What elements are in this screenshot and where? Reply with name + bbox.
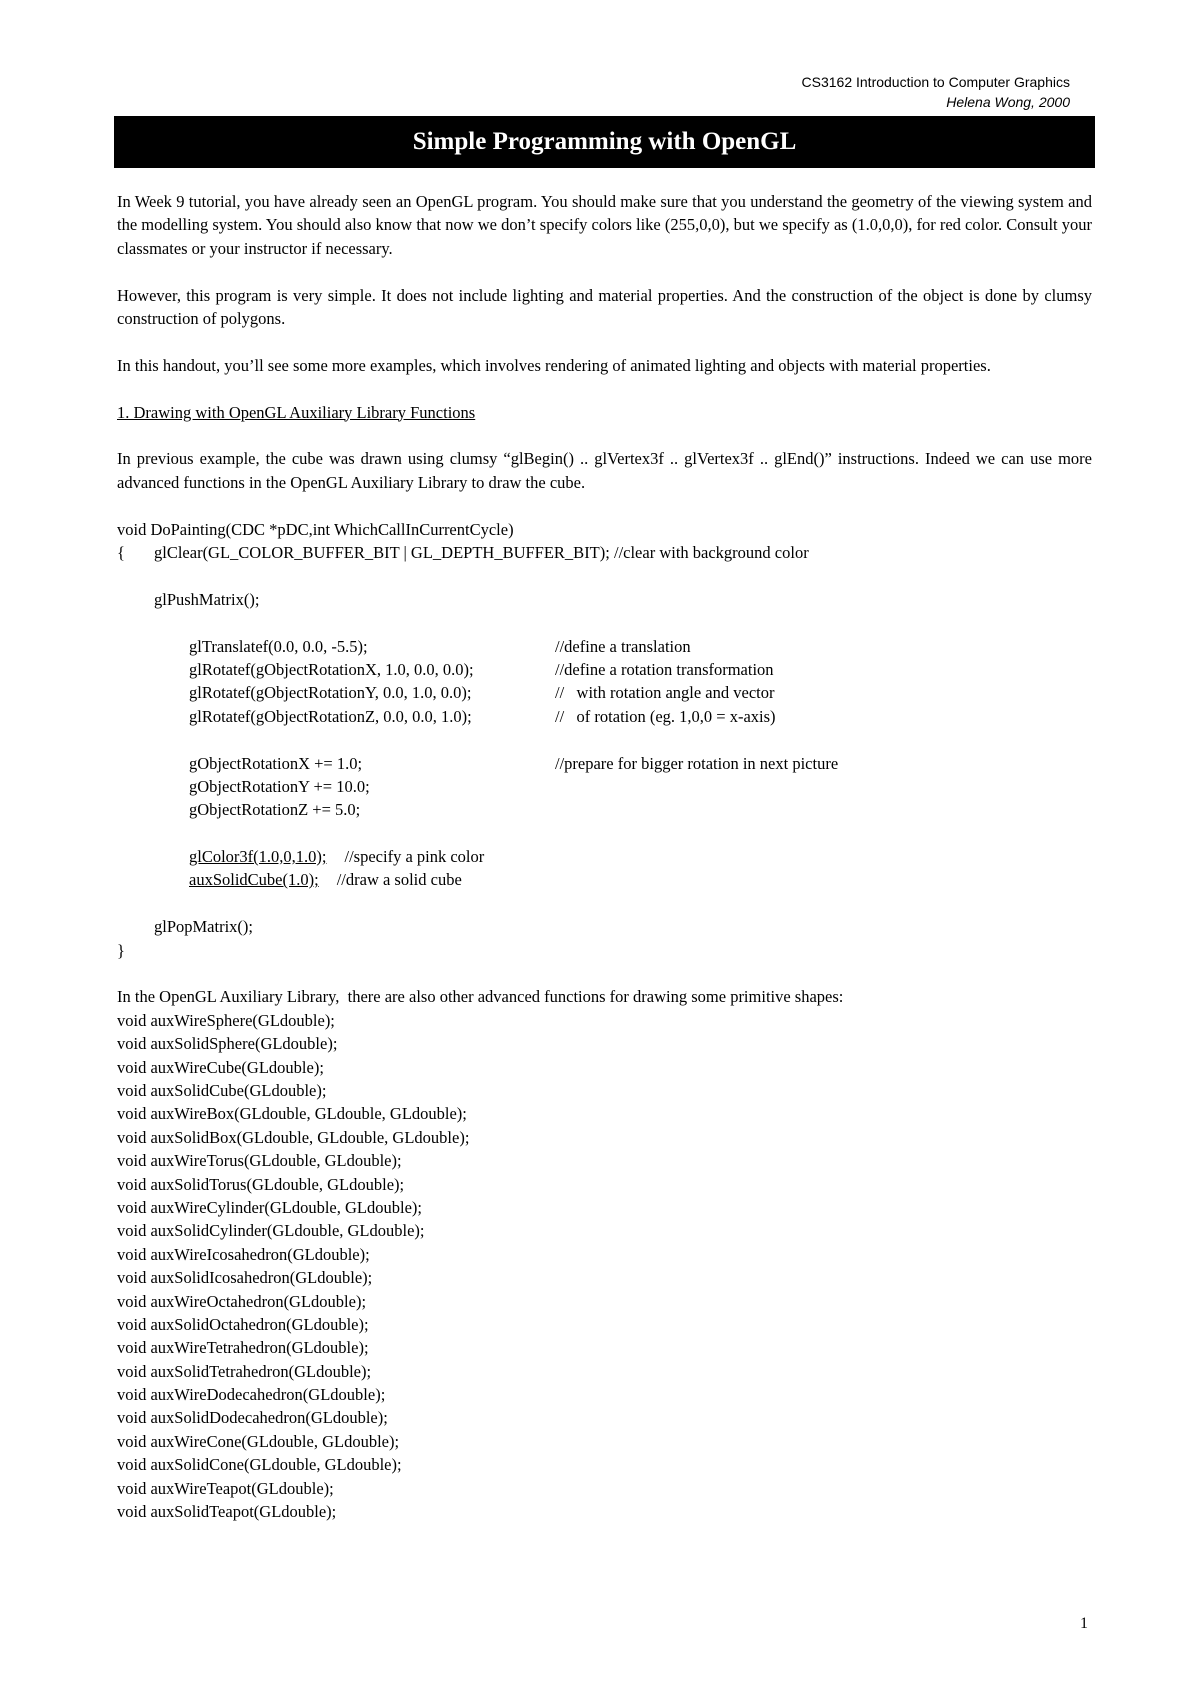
code-statement: glTranslatef(0.0, 0.0, -5.5); <box>189 636 368 656</box>
code-statement: glRotatef(gObjectRotationX, 1.0, 0.0, 0.0); <box>189 659 474 679</box>
cube-statement: auxSolidCube(1.0); <box>189 870 319 890</box>
cube-comment: //draw a solid cube <box>336 870 462 890</box>
aux-function-item: void auxSolidCone(GLdouble, GLdouble); <box>117 1455 402 1475</box>
intro-paragraph-2: However, this program is very simple. It does not include lighting and material properties. And the construction of the object is done by clumsy construction of polygons. <box>117 285 1092 329</box>
aux-function-item: void auxSolidCylinder(GLdouble, GLdouble); <box>117 1221 425 1241</box>
code-blank <box>117 564 1092 587</box>
open-brace: { <box>117 543 125 562</box>
author-line: Helena Wong, 2000 <box>946 94 1070 110</box>
code-color-line <box>117 845 1092 868</box>
clear-comment: //clear with background color <box>613 543 809 562</box>
code-comment: //prepare for bigger rotation in next picture <box>555 753 839 773</box>
code-comment: // of rotation (eg. 1,0,0 = x-axis) <box>555 706 776 726</box>
code-transform-line <box>117 705 1092 728</box>
aux-function-item: void auxWireCone(GLdouble, GLdouble); <box>117 1431 400 1451</box>
code-comment: //define a translation <box>555 636 691 656</box>
code-increment-line <box>117 775 1092 798</box>
aux-function-list <box>117 1009 1092 1524</box>
aux-function-item: void auxWireTetrahedron(GLdouble); <box>117 1338 369 1358</box>
title-banner <box>114 116 1095 168</box>
code-statement: glRotatef(gObjectRotationY, 0.0, 1.0, 0.0); <box>189 683 472 703</box>
code-statement: gObjectRotationZ += 5.0; <box>189 800 361 820</box>
code-cube-line <box>117 868 1092 891</box>
page-number: 1 <box>1080 1615 1088 1632</box>
code-statement: glRotatef(gObjectRotationZ, 0.0, 0.0, 1.0); <box>189 706 472 726</box>
aux-function-item: void auxSolidTeapot(GLdouble); <box>117 1502 337 1522</box>
code-statement: gObjectRotationY += 10.0; <box>189 776 370 796</box>
aux-function-item: void auxWireTeapot(GLdouble); <box>117 1478 334 1498</box>
aux-function-item: void auxSolidIcosahedron(GLdouble); <box>117 1268 373 1288</box>
intro-paragraph-1: In Week 9 tutorial, you have already seen an OpenGL program. You should make sure that you understand the geometry of the viewing system and the modelling system. You should also know that now we don’t specify colors like (255,0,0), but we specify as (1.0,0,0), for red color. Consult your classmates or your instructor if necessary. <box>117 192 1092 258</box>
aux-function-item: void auxSolidOctahedron(GLdouble); <box>117 1314 369 1334</box>
code-comment: //define a rotation transformation <box>555 659 774 679</box>
code-increment-line <box>117 798 1092 821</box>
aux-intro-text: In the OpenGL Auxiliary Library, there are also other advanced functions for drawing some primitive shapes: <box>117 987 844 1007</box>
aux-function-item: void auxSolidSphere(GLdouble); <box>117 1034 338 1054</box>
code-block <box>117 518 1092 962</box>
document-title: Simple Programming with OpenGL <box>412 128 797 155</box>
code-signature: void DoPainting(CDC *pDC,int WhichCallInCurrentCycle) <box>117 519 514 539</box>
aux-function-item: void auxSolidDodecahedron(GLdouble); <box>117 1408 388 1428</box>
course-name: CS3162 Introduction to Computer Graphics <box>801 74 1070 90</box>
aux-function-item: void auxWireTorus(GLdouble, GLdouble); <box>117 1151 402 1171</box>
aux-function-item: void auxSolidBox(GLdouble, GLdouble, GLdouble); <box>117 1127 470 1147</box>
code-blank <box>117 892 1092 915</box>
code-blank <box>117 611 1092 634</box>
aux-function-item: void auxWireSphere(GLdouble); <box>117 1010 335 1030</box>
section-intro-paragraph: In previous example, the cube was drawn using clumsy “glBegin() .. glVertex3f .. glVertex3f .. glEnd()” instructions. Indeed we can use more advanced functions in the OpenGL Auxiliary Library to draw the cube. <box>117 449 1092 492</box>
code-transform-line <box>117 635 1092 658</box>
code-transform-line <box>117 658 1092 681</box>
intro-paragraph-3: In this handout, you’ll see some more examples, which involves rendering of animated lighting and objects with material properties. <box>117 355 991 375</box>
code-transform-line <box>117 681 1092 704</box>
aux-function-item: void auxWireCube(GLdouble); <box>117 1057 324 1077</box>
aux-function-item: void auxSolidCube(GLdouble); <box>117 1080 327 1100</box>
code-blank <box>117 728 1092 751</box>
aux-function-item: void auxWireBox(GLdouble, GLdouble, GLdouble); <box>117 1104 467 1124</box>
aux-function-item: void auxWireCylinder(GLdouble, GLdouble); <box>117 1197 422 1217</box>
page-header <box>802 72 1070 112</box>
aux-function-item: void auxWireDodecahedron(GLdouble); <box>117 1385 386 1405</box>
color-statement: glColor3f(1.0,0,1.0); <box>189 847 327 867</box>
color-comment: //specify a pink color <box>344 847 485 867</box>
section-heading: 1. Drawing with OpenGL Auxiliary Library Functions <box>117 402 476 422</box>
aux-function-item: void auxSolidTorus(GLdouble, GLdouble); <box>117 1174 405 1194</box>
code-push-matrix: glPushMatrix(); <box>154 589 260 609</box>
code-statement: gObjectRotationX += 1.0; <box>189 753 363 773</box>
aux-function-item: void auxWireOctahedron(GLdouble); <box>117 1291 367 1311</box>
aux-function-item: void auxWireIcosahedron(GLdouble); <box>117 1244 370 1264</box>
code-comment: // with rotation angle and vector <box>555 683 775 703</box>
code-clear-line <box>117 541 1092 564</box>
clear-statement: glClear(GL_COLOR_BUFFER_BIT | GL_DEPTH_BUFFER_BIT); <box>154 543 610 562</box>
aux-function-item: void auxSolidTetrahedron(GLdouble); <box>117 1361 372 1381</box>
close-brace: } <box>117 940 125 960</box>
document-body <box>117 190 1092 1523</box>
code-increment-line <box>117 752 1092 775</box>
code-blank <box>117 822 1092 845</box>
code-pop-matrix: glPopMatrix(); <box>154 917 253 937</box>
